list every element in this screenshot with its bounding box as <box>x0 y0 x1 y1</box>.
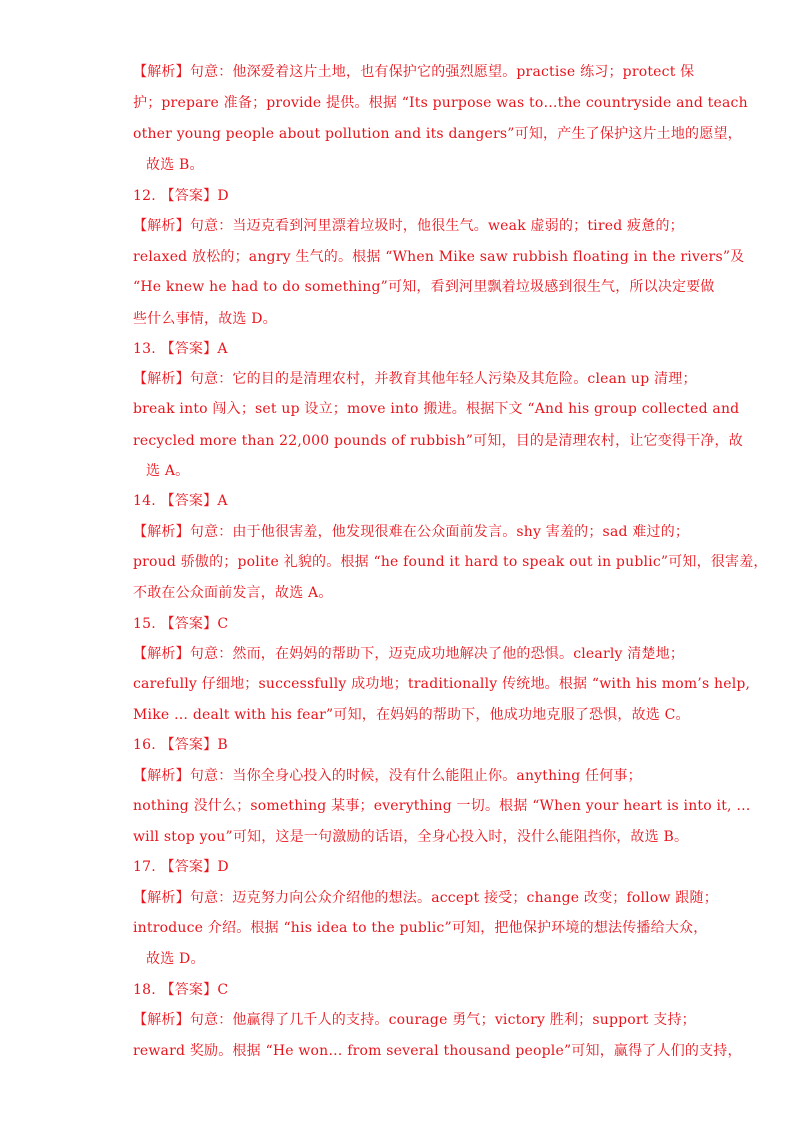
text-line: introduce 介绍。根据 “his idea to the public”可知，把他保护环境的想法传播给大众， <box>133 920 708 936</box>
text-line: carefully 仔细地；successfully 成功地；traditionally 传统地。根据 “with his mom’s help, <box>133 676 751 692</box>
text-line: 选 A。 <box>146 463 190 479</box>
answer-heading: 16. 【答案】B <box>133 737 228 753</box>
text-line: 【解析】句意：迈克努力向公众介绍他的想法。accept 接受；change 改变；follow 跟随； <box>133 890 718 906</box>
answer-heading: 12. 【答案】D <box>133 188 229 204</box>
text-line: Mike … dealt with his fear”可知，在妈妈的帮助下，他成功地克服了恐惧，故选 C。 <box>133 707 690 723</box>
text-line: 【解析】句意：当你全身心投入的时候，没有什么能阻止你。anything 任何事； <box>133 768 642 784</box>
text-line: relaxed 放松的；angry 生气的。根据 “When Mike saw rubbish floating in the rivers”及 <box>133 249 745 265</box>
text-line: proud 骄傲的；polite 礼貌的。根据 “he found it hard to speak out in public”可知，很害羞， <box>133 554 768 570</box>
text-line: 【解析】句意：它的目的是清理农村，并教育其他年轻人污染及其危险。clean up 清理； <box>133 371 697 387</box>
text-line: 【解析】句意：当迈克看到河里漂着垃圾时，他很生气。weak 虚弱的；tired 疲惫的； <box>133 218 684 234</box>
text-line: 故选 D。 <box>146 951 205 967</box>
text-line: 【解析】句意：由于他很害羞，他发现很难在公众面前发言。shy 害羞的；sad 难过的； <box>133 524 690 540</box>
text-line: nothing 没什么；something 某事；everything 一切。根据 “When your heart is into it, … <box>133 798 751 814</box>
answer-heading: 13. 【答案】A <box>133 341 228 357</box>
text-line: 护；prepare 准备；provide 提供。根据 “Its purpose was to…the countryside and teach <box>133 95 748 111</box>
answer-heading: 17. 【答案】D <box>133 859 229 875</box>
text-line: other young people about pollution and its dangers”可知，产生了保护这片土地的愿望， <box>133 126 742 142</box>
text-line: 【解析】句意：他深爱着这片土地，也有保护它的强烈愿望。practise 练习；protect 保 <box>133 64 695 80</box>
text-line: 故选 B。 <box>146 157 204 173</box>
text-line: 【解析】句意：他赢得了几千人的支持。courage 勇气；victory 胜利；support 支持； <box>133 1012 696 1028</box>
answer-heading: 14. 【答案】A <box>133 493 228 509</box>
text-line: “He knew he had to do something”可知，看到河里飘着垃圾感到很生气，所以决定要做 <box>133 279 715 295</box>
text-line: 些什么事情，故选 D。 <box>133 311 277 327</box>
text-line: recycled more than 22,000 pounds of rubbish”可知，目的是清理农村，让它变得干净，故 <box>133 433 743 449</box>
answer-heading: 18. 【答案】C <box>133 982 229 998</box>
text-line: break into 闯入；set up 设立；move into 搬进。根据下文 “And his group collected and <box>133 401 740 417</box>
answer-heading: 15. 【答案】C <box>133 616 229 632</box>
text-line: will stop you”可知，这是一句激励的话语，全身心投入时，没什么能阻挡你，故选 B。 <box>133 829 689 845</box>
text-line: 不敢在公众面前发言，故选 A。 <box>133 585 333 601</box>
text-line: 【解析】句意：然而，在妈妈的帮助下，迈克成功地解决了他的恐惧。clearly 清楚地； <box>133 646 685 662</box>
text-line: reward 奖励。根据 “He won… from several thousand people”可知，赢得了人们的支持， <box>133 1043 742 1059</box>
